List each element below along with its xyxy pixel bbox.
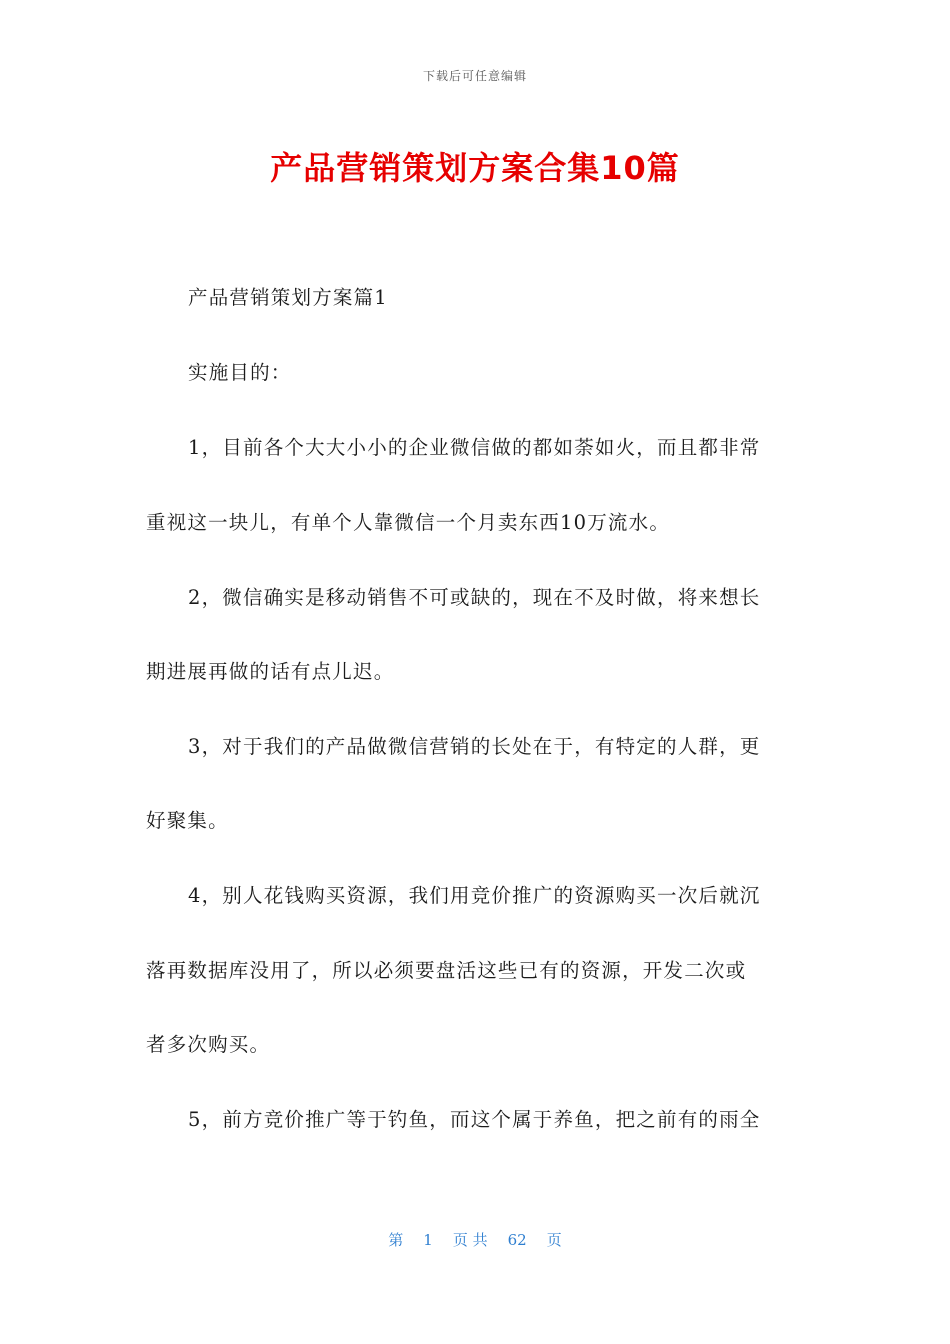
paragraph-line: 5，前方竞价推广等于钓鱼，而这个属于养鱼，把之前有的雨全 — [188, 1108, 761, 1131]
paragraph-line: 1，目前各个大大小小的企业微信做的都如荼如火，而且都非常 — [188, 436, 761, 459]
paragraph-line: 实施目的： — [188, 361, 292, 384]
paragraph-line: 3，对于我们的产品做微信营销的长处在于，有特定的人群，更 — [188, 735, 761, 758]
paragraph-line: 2，微信确实是移动销售不可或缺的，现在不及时做，将来想长 — [188, 586, 761, 609]
paragraph-line: 者多次购买。 — [146, 1033, 271, 1056]
paragraph-line: 期进展再做的话有点儿迟。 — [146, 660, 395, 683]
footer-current-page: 1 — [423, 1231, 433, 1249]
footer-suffix: 页 — [546, 1231, 562, 1249]
footer-prefix: 第 — [388, 1231, 404, 1249]
footer-total-pages: 62 — [507, 1231, 527, 1249]
paragraph-line: 好聚集。 — [146, 809, 229, 832]
footer-middle: 页 共 — [452, 1231, 488, 1249]
paragraph-line: 4，别人花钱购买资源，我们用竞价推广的资源购买一次后就沉 — [188, 884, 761, 907]
page-footer — [0, 1229, 950, 1250]
header-note: 下载后可任意编辑 — [422, 69, 527, 83]
section-heading: 产品营销策划方案篇1 — [188, 286, 388, 309]
paragraph-line: 重视这一块儿，有单个人靠微信一个月卖东西10万流水。 — [146, 511, 671, 534]
document-title: 产品营销策划方案合集10篇 — [270, 149, 680, 187]
paragraph-line: 落再数据库没用了，所以必须要盘活这些已有的资源，开发二次或 — [146, 959, 747, 982]
